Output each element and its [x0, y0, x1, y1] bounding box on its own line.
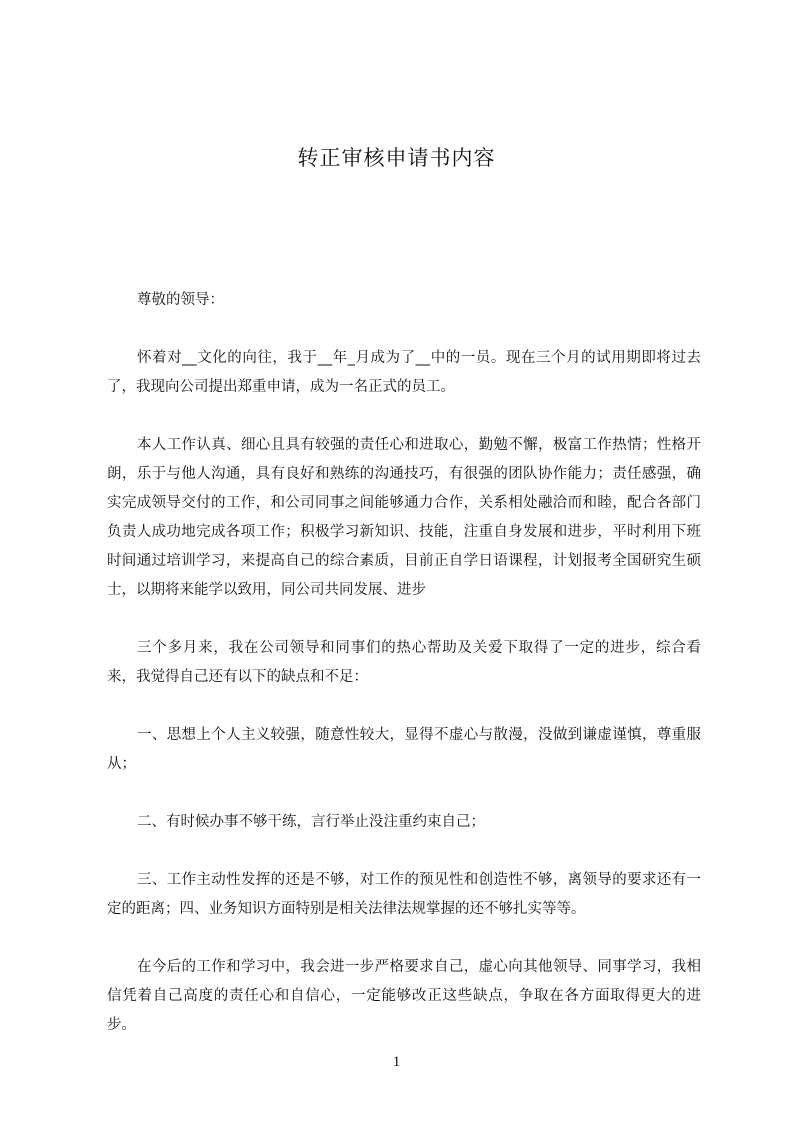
paragraph-closing: 在今后的工作和学习中，我会进一步严格要求自己，虚心向其他领导、同事学习，我相信凭着自己高度的责任心和自信心，一定能够改正这些缺点，争取在各方面取得更大的进步。 — [107, 959, 701, 1033]
document-body — [107, 286, 701, 1069]
page-number: 1 — [392, 1054, 401, 1070]
paragraph-intro: 怀着对__文化的向往，我于__年_月成为了__中的一员。现在三个月的试用期即将过去了，我现向公司提出郑重申请，成为一名正式的员工。 — [107, 350, 701, 395]
paragraph-self-assessment: 本人工作认真、细心且具有较强的责任心和进取心，勤勉不懈，极富工作热情；性格开朗，乐于与他人沟通，具有良好和熟练的沟通技巧，有很强的团队协作能力；责任感强，确实完成领导交付的工作，和公司同事之间能够通力合作，关系相处融洽而和睦，配合各部门负责人成功地完成各项工作；积极学习新知识、技能，注重自身发展和进步，平时利用下班时间通过培训学习，来提高自己的综合素质，目前正自学日语课程，计划报考全国研究生硕士，以期将来能学以致用，同公司共同发展、进步 — [107, 437, 701, 598]
paragraph-shortcomings-intro: 三个多月来，我在公司领导和同事们的热心帮助及关爱下取得了一定的进步，综合看来，我觉得自己还有以下的缺点和不足： — [107, 640, 701, 685]
paragraph-shortcoming-2: 二、有时候办事不够干练，言行举止没注重约束自己； — [137, 814, 485, 830]
salutation: 尊敬的领导： — [137, 292, 224, 308]
paragraph-shortcoming-1: 一、思想上个人主义较强，随意性较大，显得不虚心与散漫，没做到谦虚谨慎，尊重服从； — [107, 727, 701, 772]
document-title: 转正审核申请书内容 — [297, 146, 496, 170]
paragraph-shortcoming-3-4: 三、工作主动性发挥的还是不够，对工作的预见性和创造性不够，离领导的要求还有一定的距离；四、业务知识方面特别是相关法律法规掌握的还不够扎实等等。 — [107, 872, 701, 917]
